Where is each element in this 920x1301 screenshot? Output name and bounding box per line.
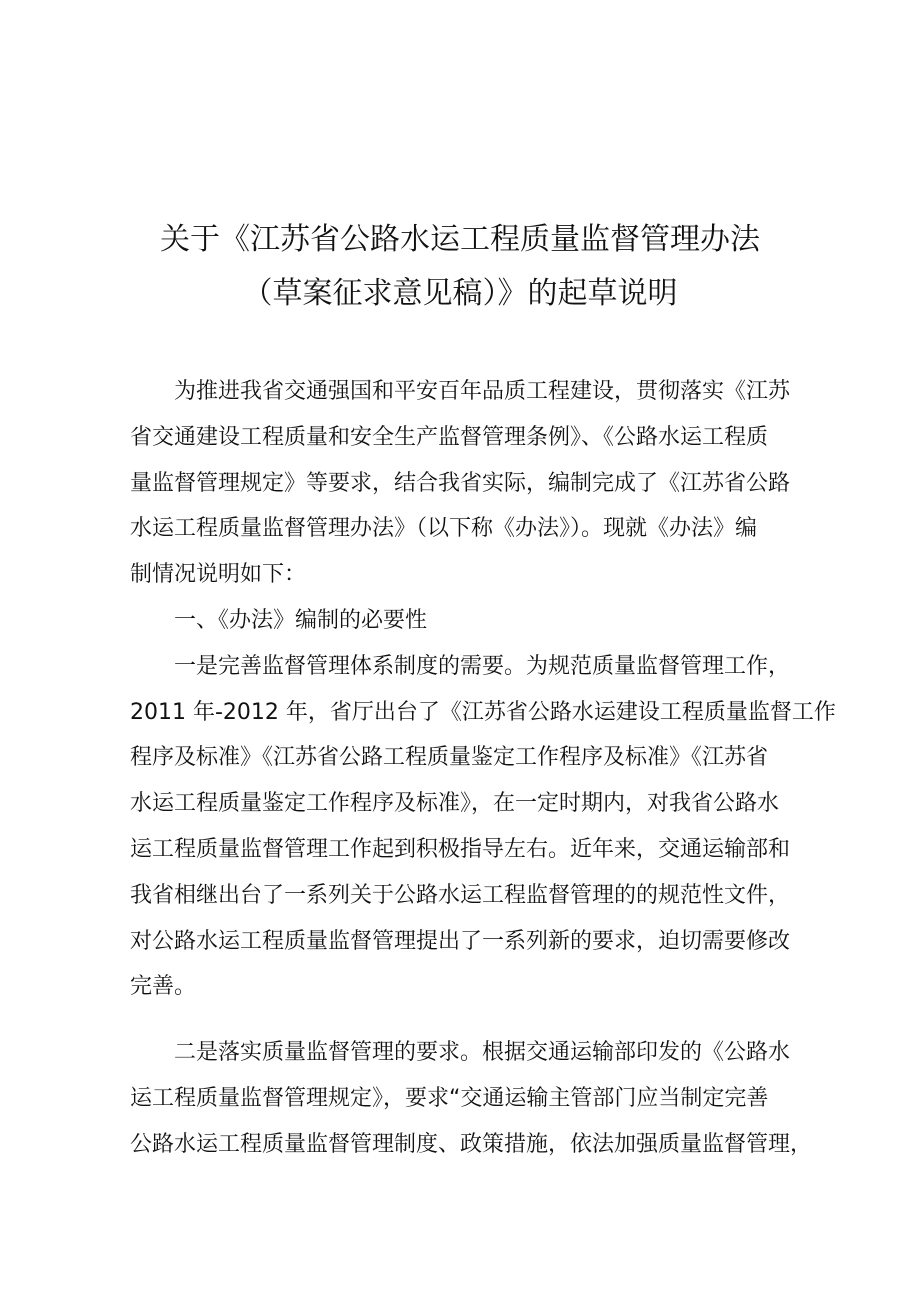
paragraph-line: 完善。 — [130, 974, 197, 1000]
paragraph-line: 运工程质量监督管理工作起到积极指导左右。近年来，交通运输部和 — [130, 836, 791, 862]
paragraph-line: 运工程质量监督管理规定》，要求“交通运输主管部门应当制定完善 — [130, 1085, 769, 1111]
paragraph-line: 制情况说明如下： — [130, 562, 307, 588]
paragraph-line: 水运工程质量监督管理办法》（以下称《办法》）。现就《办法》编 — [130, 516, 758, 542]
paragraph-line: 我省相继出台了一系列关于公路水运工程监督管理的的规范性文件， — [130, 882, 791, 908]
paragraph-line: 2011 年-2012 年，省厅出台了《江苏省公路水运建设工程质量监督工作 — [130, 699, 836, 725]
paragraph-line: 一是完善监督管理体系制度的需要。为规范质量监督管理工作， — [174, 653, 791, 679]
paragraph-line: 为推进我省交通强国和平安百年品质工程建设，贯彻落实《江苏 — [174, 379, 791, 404]
paragraph-line: 量监督管理规定》等要求，结合我省实际，编制完成了《江苏省公路 — [130, 470, 791, 496]
paragraph-line: 程序及标准》《江苏省公路工程质量鉴定工作程序及标准》《江苏省 — [130, 745, 769, 771]
paragraph-line: 公路水运工程质量监督管理制度、政策措施，依法加强质量监督管理， — [130, 1131, 813, 1157]
document-title-line-2: （草案征求意见稿）》的起草说明 — [242, 276, 678, 311]
section-heading: 一、《办法》编制的必要性 — [174, 607, 428, 633]
paragraph-line: 二是落实质量监督管理的要求。根据交通运输部印发的《公路水 — [174, 1040, 791, 1066]
paragraph-line: 省交通建设工程质量和安全生产监督管理条例》、《公路水运工程质 — [130, 424, 769, 450]
document-body — [130, 369, 840, 1168]
paragraph-line: 对公路水运工程质量监督管理提出了一系列新的要求，迫切需要修改 — [130, 928, 791, 954]
paragraph-line: 水运工程质量鉴定工作程序及标准》，在一定时期内，对我省公路水 — [130, 791, 780, 817]
document-title-line-1: 关于《江苏省公路水运工程质量监督管理办法 — [160, 222, 760, 257]
